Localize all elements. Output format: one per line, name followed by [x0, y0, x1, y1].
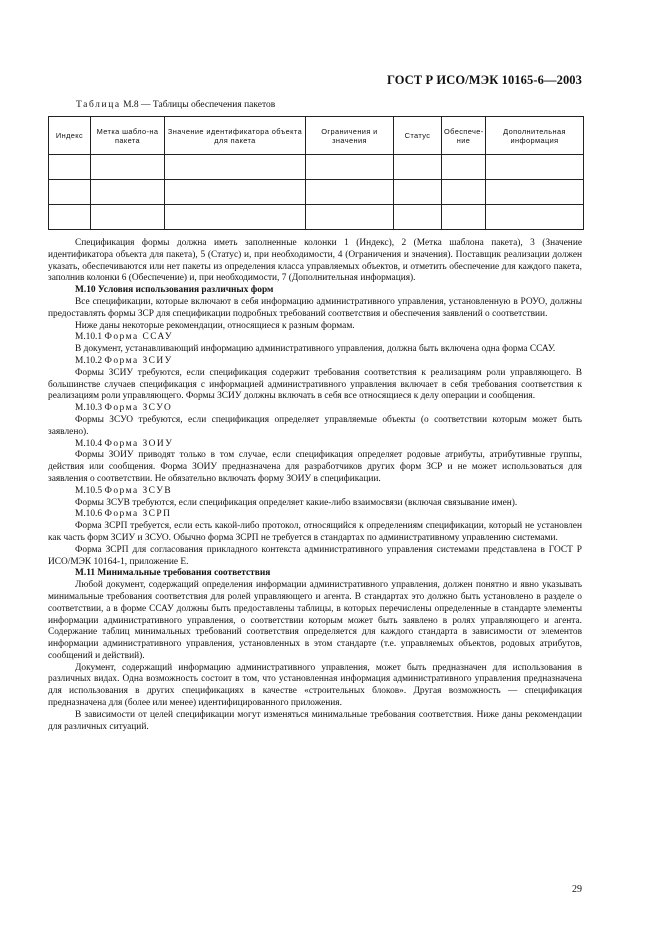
- table-cell: [442, 180, 486, 205]
- col-header-support: Обеспече-ние: [442, 117, 486, 155]
- table-cell: [165, 205, 306, 230]
- section-heading: М.10 Условия использования различных форм: [75, 285, 274, 296]
- body-paragraph: В документ, устанавливающий информацию административного управления, должна быть включена одна форма ССАУ.: [75, 344, 556, 355]
- subsection-number: М.10.6: [75, 509, 103, 520]
- table-cell: [91, 180, 165, 205]
- subsection-heading: [48, 439, 582, 451]
- subsection-number: М.10.1: [75, 332, 103, 343]
- caption-number: М.8: [123, 100, 139, 110]
- table-row: [49, 180, 584, 205]
- subsection-heading: [48, 486, 582, 498]
- body-paragraph: В зависимости от целей спецификации могут изменяться минимальные требования соответствия. Ниже даны рекомендации для различных ситуаций.: [48, 709, 582, 732]
- col-header-index: Индекс: [49, 117, 91, 155]
- table-cell: [442, 155, 486, 180]
- table-cell: [49, 180, 91, 205]
- table-cell: [91, 155, 165, 180]
- body-paragraph: Документ, содержащий информацию административного управления, может быть предназначен для использования в различных видах. Одна возможность состоит в том, что установленная информация административного управления предназначена для использования в других спецификациях в качестве «строительных блоков». Другая возможность — спецификация предназначена для (более или менее) идентифицированного приложения.: [48, 662, 582, 709]
- document-header: ГОСТ Р ИСО/МЭК 10165-6—2003: [386, 73, 582, 87]
- table-caption: [76, 100, 275, 110]
- document-body: [48, 238, 582, 733]
- body-paragraph: Все спецификации, которые включают в себя информацию административного управления, установленную в РОУО, должны предоставлять формы ЗСР для спецификации подробных требований соответствия и обеспечения заявлений о соответствии.: [48, 296, 582, 319]
- page-number: 29: [572, 884, 582, 895]
- subsection-title: Форма ЗСУВ: [104, 485, 173, 496]
- table-cell: [49, 155, 91, 180]
- table-row: [49, 205, 584, 230]
- subsection-number: М.10.4: [75, 438, 103, 449]
- body-paragraph: Формы ЗОИУ приводят только в том случае, если спецификация определяет родовые атрибуты, атрибутивные группы, действия или сообщения. Форма ЗОИУ предназначена для разработчиков других форм ЗСР и не может использоваться для заявления о соответствии. Не обязательно включать форму ЗОИУ в спецификации.: [48, 450, 582, 484]
- table-row: [49, 155, 584, 180]
- col-header-constraints: Ограничения и значения: [306, 117, 394, 155]
- body-paragraph: Формы ЗСУО требуются, если спецификация определяет управляемые объекты (о соответствии которым может быть заявлено).: [48, 414, 582, 437]
- table-cell: [486, 180, 584, 205]
- body-paragraph: Форма ЗСРП требуется, если есть какой-либо протокол, относящийся к определениям спецификации, который не установлен как часть форм ЗСИУ и ЗСУО. Обычно форма ЗСРП не требуется в стандартах по административному управлению системами.: [48, 521, 582, 543]
- table-cell: [165, 155, 306, 180]
- table-cell: [306, 205, 394, 230]
- subsection-title: Форма ССАУ: [104, 332, 174, 343]
- body-paragraph: Спецификация формы должна иметь заполненные колонки 1 (Индекс), 2 (Метка шаблона пакета), 3 (Значение идентификатора объекта для пакета), 5 (Статус) и, при необходимости, 4 (Ограничения и значения). Поставщик реализации должен указать, обеспечиваются или нет пакеты из определения класса управляемых объектов, и отметить обеспечение для каждого пакета, заполнив колонки 6 (Обеспечение) и, при необходимости, 7 (Дополнительная информация).: [48, 238, 582, 284]
- subsection-number: М.10.3: [75, 403, 103, 414]
- subsection-title: Форма ЗОИУ: [104, 438, 174, 449]
- body-paragraph: Любой документ, содержащий определения информации административного управления, должен понятно и явно указывать минимальные требования соответствия для ролей управляющего и агента. В стандартах это должно быть установлено в разделе о соответствии, а в форме ССАУ должны быть предоставлены таблицы, в которых перечислены определенные в стандарте элементы информации административного управления, о соответствии которым может быть заявлено в ролях управляющего и агента. Содержание таблиц минимальных требований соответствия определяется для каждого стандарта в зависимости от элементов информации административного управления, установленных в этом стандарте (т.е. управляемых объектов, родовых атрибутов, сообщений и действий).: [48, 580, 582, 661]
- table-cell: [306, 155, 394, 180]
- subsection-heading: [48, 403, 582, 415]
- caption-title: — Таблицы обеспечения пакетов: [141, 100, 276, 110]
- col-header-object-id: Значение идентификатора объекта для пакета: [165, 117, 306, 155]
- col-header-template-label: Метка шабло-на пакета: [91, 117, 165, 155]
- package-support-table: [48, 116, 584, 230]
- table-cell: [49, 205, 91, 230]
- subsection-number: М.10.5: [75, 485, 103, 496]
- table-header-row: [49, 117, 584, 155]
- body-paragraph: Ниже даны некоторые рекомендации, относящиеся к разным формам.: [75, 320, 355, 331]
- subsection-title: Форма ЗСРП: [104, 509, 172, 520]
- subsection-number: М.10.2: [75, 355, 103, 366]
- subsection-title: Форма ЗСУО: [104, 403, 173, 414]
- col-header-status: Статус: [394, 117, 442, 155]
- subsection-heading: [48, 332, 582, 344]
- table-cell: [394, 205, 442, 230]
- table-cell: [306, 180, 394, 205]
- body-paragraph: Формы ЗСИУ требуются, если спецификация содержит требования соответствия к реализациям роли управляющего. В большинстве случаев спецификация с информацией административного управления включает в себя требования соответствия к реализациям роли управляющего. Формы ЗСИУ должны включать в себя все относящиеся к делу операции и сообщения.: [48, 367, 582, 402]
- table-cell: [165, 180, 306, 205]
- table-cell: [394, 155, 442, 180]
- body-paragraph: Формы ЗСУВ требуются, если спецификация определяет какие-либо взаимосвязи (включая связывание имен).: [75, 497, 518, 508]
- subsection-title: Форма ЗСИУ: [104, 355, 173, 366]
- table-cell: [442, 205, 486, 230]
- table-cell: [486, 155, 584, 180]
- caption-label: Таблица: [76, 100, 121, 110]
- col-header-additional-info: Дополнительная информация: [486, 117, 584, 155]
- table-cell: [394, 180, 442, 205]
- subsection-heading: [48, 356, 582, 368]
- subsection-heading: [48, 509, 582, 521]
- table-cell: [91, 205, 165, 230]
- section-heading: М.11 Минимальные требования соответствия: [75, 568, 271, 579]
- table-cell: [486, 205, 584, 230]
- body-paragraph: Форма ЗСРП для согласования прикладного контекста административного управления системами представлена в ГОСТ Р ИСО/МЭК 10164-1, приложение Е.: [48, 544, 582, 567]
